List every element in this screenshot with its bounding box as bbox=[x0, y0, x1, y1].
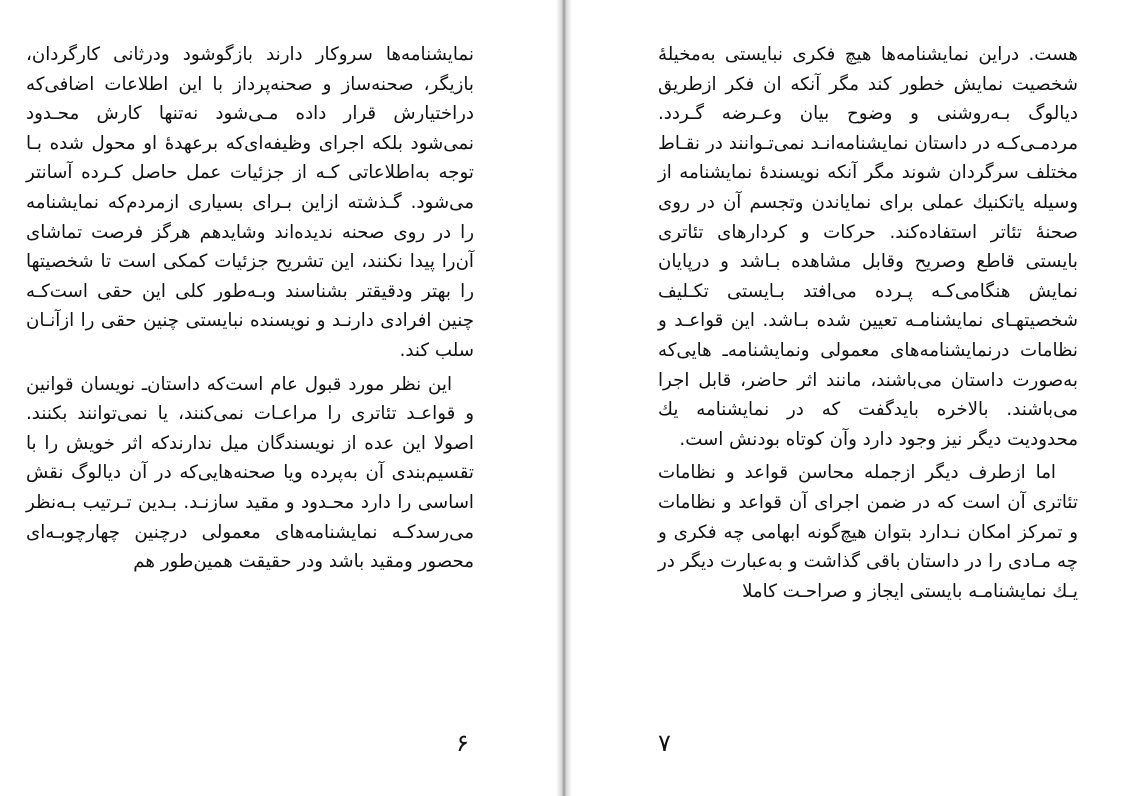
left-page-number: ۶ bbox=[456, 729, 469, 757]
left-paragraph-2: این نظر مورد قبول عام است‌که داستان‌ـ نویسان قوانین و قواعـد تئاتری را مراعـات نمی‌کنند، یا نمی‌توانند بکنند. اصولا این عده از نویسندگان میل ندارندکه اثر خویش را با تقسیم‌بندی آن به‌پرده ویا صحنه‌هایی‌که در آن دیالوگ نقش اساسی را دارد محـدود و مقید سازنـد. بـدین تـرتیب بـه‌نظر می‌رسدکـه نمایشنامه‌های معمولی درچنین چهارچوبـه‌ای محصور ومقید باشد ودر حقیقت همین‌طور هم bbox=[26, 373, 474, 573]
right-page-number: ۷ bbox=[658, 729, 671, 757]
right-page bbox=[572, 0, 1143, 796]
right-paragraph-1: هست. دراین نمایشنامه‌ها هیچ فکری نبایستی به‌مخیلهٔ شخصیت نمایش خطور کند مگر آنکه ان فکر ازطریق دیالوگ بـه‌روشنی و وضوح بیان وعـرضه گـردد. مردمـی‌کـه در داستان نمایشنامه‌انـد نمی‌تـوانند در نقـاط مختلف سرگردان شوند مگر آنکه نویسندهٔ نمایشنامه از وسیله یاتکنیك عملی برای نمایاندن وتجسم آن در روی صحنهٔ تئاتر استفاده‌کند. حرکات و کردارهای تئاتری بایستی قاطع وصریح وقابل مشاهده بـاشد و درپایان نمایش هنگامی‌کـه پـرده می‌افتد بـایستی تکـلیف شخصیتهـای نمایشنامـه تعیین شده بـاشد. این قواعـد و نظامات درنمایشنامه‌های معمولی ونمایشنامه‌ـ هایی‌که به‌صورت داستان می‌باشند، مانند اثر حاضر، قابل اجرا می‌باشند. بالاخره بایدگفت که در نمایشنامه یك محدودیت دیگر نیز وجود دارد وآن کوتاه بودنش است. bbox=[658, 44, 1078, 450]
right-paragraph-2: اما ازطرف دیگر ازجمله محاسن قواعد و نظامات تئاتری آن است که در ضمن اجرای آن قواعد و نظامات و تمرکز امکان نـدارد بتوان هیچ‌گونه ابهامی چه فکری و چه مـادی را در داستان باقی گذاشت و به‌عبارت دیگر در یـك نمایشنامـه بایستی ایجاز و صراحـت کاملا bbox=[658, 462, 1078, 602]
left-page bbox=[0, 0, 556, 796]
left-page-body bbox=[26, 40, 474, 577]
right-page-body bbox=[658, 40, 1078, 606]
book-gutter bbox=[556, 0, 572, 796]
left-paragraph-1: نمایشنامه‌ها سروکار دارند بازگوشود ودرثانی کارگردان، بازیگر، صحنه‌ساز و صحنه‌پرداز با این اطلاعات اضافی‌که دراختیارش قرار داده مـی‌شود نه‌تنها کارش محـدود نمی‌شود بلکه اجرای وظیفه‌ای‌که برعهدهٔ او محول شده بـا توجه به‌اطلاعاتی کـه از جزئیات عمل حاصل کـرده آسانتر می‌شود. گـذشته ازاین بـرای بسیاری ازمردم‌که نمایشنامه را در روی صحنه ندیده‌اند وشایدهم هرگز فرصت تماشای آن‌را پیدا نکنند، این تشریح جزئیات کمکی است تا شخصیتها را بهتر ودقیقتر بشناسند وبـه‌طور کلی این حقی است‌کـه چنین افرادی دارنـد و نویسنده نبایستی چنین حقی را ازآنـان سلب کند. bbox=[26, 44, 474, 361]
